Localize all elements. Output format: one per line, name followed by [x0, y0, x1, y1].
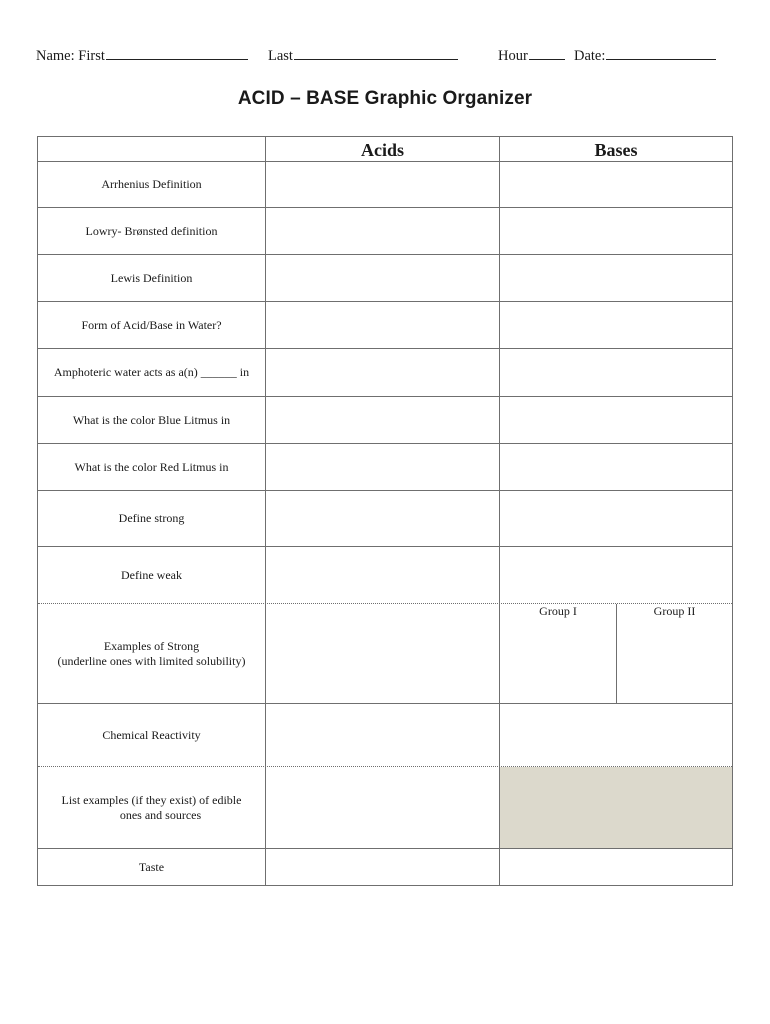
- student-info-line: [0, 46, 770, 66]
- acids-edible-examples-answer[interactable]: [266, 767, 499, 848]
- bases-blue-litmus-answer[interactable]: [500, 397, 732, 443]
- acids-arrhenius-answer[interactable]: [266, 162, 499, 207]
- row-label-chemical-reactivity: Chemical Reactivity: [102, 727, 201, 742]
- bases-taste-answer[interactable]: [500, 849, 732, 885]
- row-label-form-in-water: Form of Acid/Base in Water?: [81, 317, 222, 332]
- first-name-field[interactable]: [36, 46, 248, 65]
- acids-define-strong-answer[interactable]: [266, 491, 499, 546]
- bases-lowry-bronsted-answer[interactable]: [500, 208, 732, 254]
- hour-field[interactable]: [498, 46, 565, 65]
- row-label-arrhenius: Arrhenius Definition: [101, 177, 202, 191]
- acids-lewis-answer[interactable]: [266, 255, 499, 301]
- bases-group-1-answer[interactable]: [500, 619, 616, 703]
- acids-form-in-water-answer[interactable]: [266, 302, 499, 348]
- bases-red-litmus-answer[interactable]: [500, 444, 732, 490]
- hour-blank[interactable]: [529, 46, 565, 60]
- acids-lowry-bronsted-answer[interactable]: [266, 208, 499, 254]
- first-name-blank[interactable]: [106, 46, 248, 60]
- acids-red-litmus-answer[interactable]: [266, 444, 499, 490]
- edible-examples-line1: List examples (if they exist) of edible: [61, 792, 242, 807]
- examples-strong-line1: Examples of Strong: [103, 638, 200, 653]
- group-2-label: Group II: [653, 604, 696, 618]
- acids-column-header: Acids: [360, 140, 404, 160]
- bases-amphoteric-answer[interactable]: [500, 349, 732, 396]
- group-1-label: Group I: [539, 604, 577, 618]
- bases-column-header: Bases: [594, 140, 638, 160]
- bases-group-2-answer[interactable]: [617, 619, 732, 703]
- row-label-define-weak: Define weak: [121, 567, 182, 582]
- acids-taste-answer[interactable]: [266, 849, 499, 885]
- bases-lewis-answer[interactable]: [500, 255, 732, 301]
- row-label-taste: Taste: [138, 859, 165, 874]
- examples-strong-line2: (underline ones with limited solubility): [57, 653, 246, 668]
- last-name-field[interactable]: [268, 46, 458, 65]
- last-name-blank[interactable]: [294, 46, 458, 60]
- acids-examples-strong-answer[interactable]: [266, 604, 499, 703]
- acids-chemical-reactivity-answer[interactable]: [266, 704, 499, 766]
- row-label-blue-litmus: What is the color Blue Litmus in: [72, 412, 231, 427]
- acids-blue-litmus-answer[interactable]: [266, 397, 499, 443]
- date-label: Date:: [574, 48, 606, 64]
- bases-define-strong-answer[interactable]: [500, 491, 732, 546]
- edible-examples-line2: ones and sources: [119, 807, 202, 822]
- row-label-lewis: Lewis Definition: [110, 270, 193, 285]
- first-name-label: Name: First: [36, 48, 105, 64]
- organizer-table: [37, 136, 733, 886]
- acids-amphoteric-answer[interactable]: [266, 349, 499, 396]
- hour-label: Hour: [498, 48, 528, 64]
- row-label-lowry-bronsted: Lowry- Brønsted definition: [85, 223, 218, 238]
- bases-define-weak-answer[interactable]: [500, 547, 732, 603]
- row-label-examples-strong: [38, 604, 265, 703]
- page-title: ACID – BASE Graphic Organizer: [237, 88, 533, 109]
- bases-form-in-water-answer[interactable]: [500, 302, 732, 348]
- edible-bases-shaded-cell: [500, 767, 732, 848]
- date-field[interactable]: [574, 46, 716, 65]
- bases-arrhenius-answer[interactable]: [500, 162, 732, 207]
- bases-chemical-reactivity-answer[interactable]: [500, 704, 732, 766]
- row-label-define-strong: Define strong: [118, 511, 185, 525]
- row-label-edible-examples: [38, 767, 265, 848]
- row-label-red-litmus: What is the color Red Litmus in: [74, 459, 229, 474]
- date-blank[interactable]: [606, 46, 716, 60]
- acids-define-weak-answer[interactable]: [266, 547, 499, 603]
- row-label-amphoteric-water: Amphoteric water acts as a(n) ______ in: [53, 365, 250, 379]
- last-name-label: Last: [268, 48, 293, 64]
